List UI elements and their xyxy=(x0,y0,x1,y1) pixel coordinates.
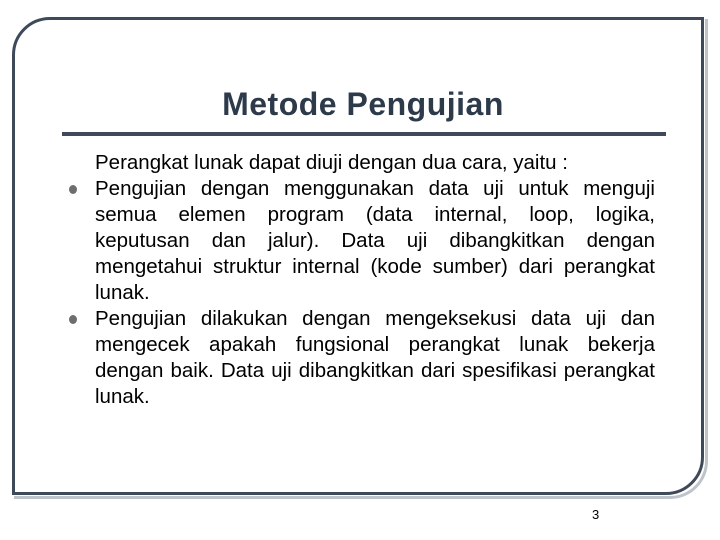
page-number: 3 xyxy=(592,507,600,522)
bullet-text-1: Pengujian dengan menggunakan data uji untuk menguji semua elemen program (data internal, loop, logika, keputusan dan jalur). Data uji dibangkitkan dengan mengetahui struktur internal (kode sumber) dari perangkat lunak. xyxy=(95,177,655,304)
bullet-item-1 xyxy=(95,176,655,306)
intro-text: Perangkat lunak dapat diuji dengan dua cara, yaitu : xyxy=(95,151,568,174)
bullet-item-2 xyxy=(95,306,655,410)
bullet-dot-icon xyxy=(69,185,77,194)
bullet-dot-icon xyxy=(69,315,77,324)
bullet-text-2: Pengujian dilakukan dengan mengeksekusi data uji dan mengecek apakah fungsional perangkat lunak bekerja dengan baik. Data uji dibangkitkan dari spesifikasi perangkat lunak. xyxy=(95,307,655,408)
slide-body xyxy=(95,150,655,410)
title-divider xyxy=(62,132,666,136)
slide-title: Metode Pengujian xyxy=(222,86,504,122)
